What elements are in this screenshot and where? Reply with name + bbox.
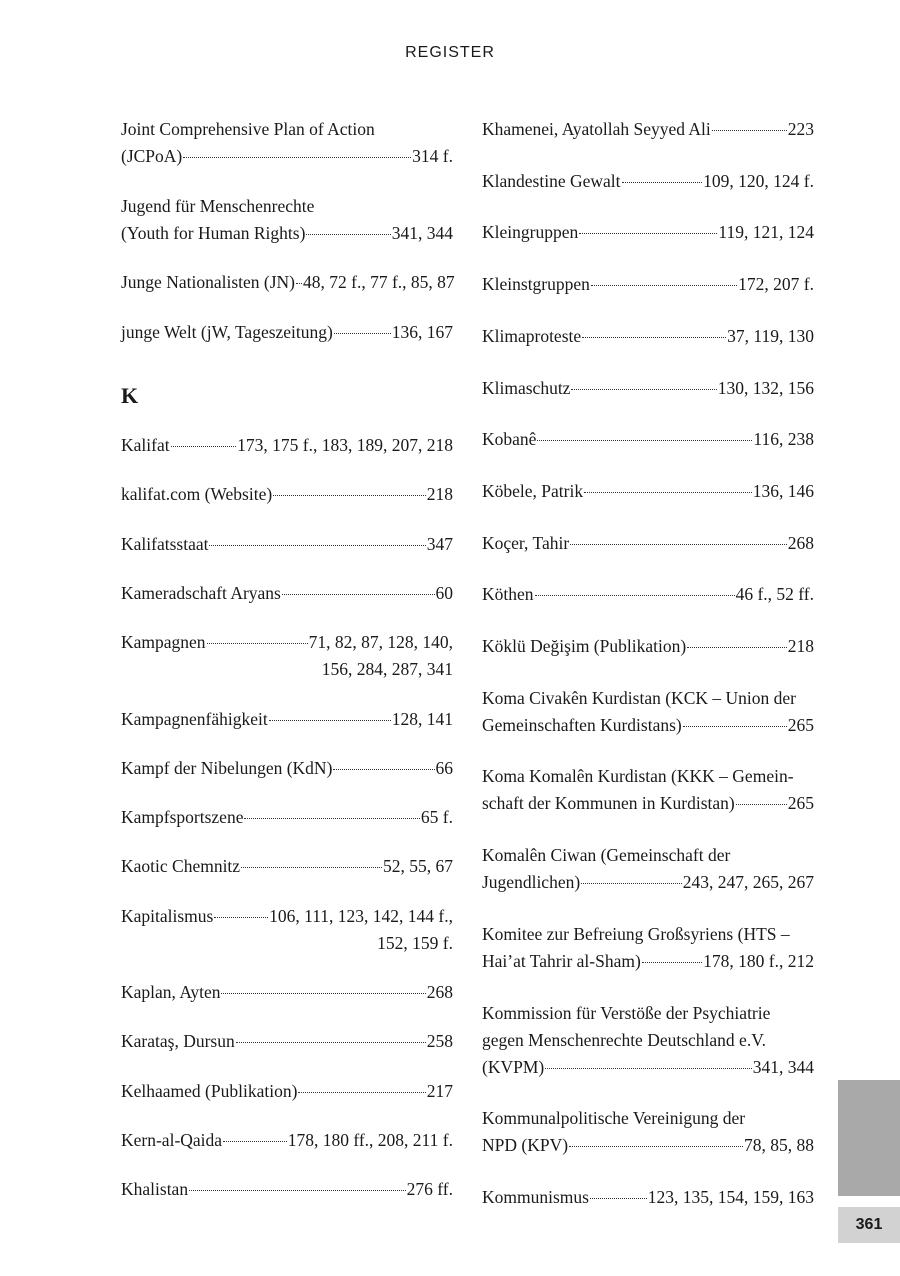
dot-leader — [545, 1068, 752, 1069]
index-entry — [121, 319, 453, 346]
dot-leader — [223, 1141, 287, 1142]
index-entry — [482, 375, 814, 402]
entry-term: Köklü Değişim (Publikation) — [482, 636, 687, 656]
entry-line — [482, 116, 814, 143]
index-entry — [121, 531, 453, 558]
dot-leader — [687, 647, 787, 648]
entry-term: Kampf der Nibelungen (KdN) — [121, 757, 333, 778]
entry-pages: 78, 85, 88 — [744, 1135, 814, 1156]
dot-leader — [584, 492, 752, 493]
entry-term: Kaplan, Ayten — [121, 982, 221, 1002]
entry-line — [482, 1132, 814, 1159]
index-entry — [482, 1000, 814, 1081]
entry-term: junge Welt (jW, Tageszeitung) — [121, 321, 333, 342]
entry-term: Kelhaamed (Publikation) — [121, 1080, 298, 1101]
dot-leader — [736, 804, 787, 805]
entry-term: Kalifatsstaat — [121, 533, 209, 554]
entry-pages: 314 f. — [412, 146, 453, 166]
entry-line — [121, 531, 453, 558]
entry-term: Kleingruppen — [482, 222, 579, 243]
index-entry — [482, 842, 814, 896]
entry-term: Köbele, Patrik — [482, 480, 584, 501]
entry-term-line: gegen Menschenrechte Deutschland e.V. — [482, 1029, 766, 1050]
index-entry — [121, 1176, 453, 1203]
dot-leader — [189, 1190, 406, 1191]
entry-term: Kommunismus — [482, 1186, 589, 1207]
entry-term: Kern-al-Qaida — [121, 1129, 223, 1150]
entry-pages: 116, 238 — [753, 429, 814, 450]
index-entry — [482, 323, 814, 350]
entry-pages: 243, 247, 265, 267 — [682, 872, 814, 893]
index-entry — [121, 853, 453, 880]
entry-term: Hai’at Tahrir al-Sham) — [482, 950, 641, 971]
entry-pages: 217 — [426, 1080, 453, 1101]
entry-pages: 178, 180 f., 212 — [703, 950, 814, 971]
dot-leader — [569, 1146, 743, 1147]
dot-leader — [579, 233, 717, 234]
entry-line — [121, 629, 453, 656]
index-entry — [121, 1078, 453, 1105]
index-entry — [482, 116, 814, 143]
index-entry — [121, 481, 453, 508]
entry-line — [121, 580, 453, 607]
entry-pages: 52, 55, 67 — [383, 856, 453, 877]
index-entry — [121, 804, 453, 831]
entry-pages: 347 — [426, 533, 453, 554]
entry-term: kalifat.com (Website) — [121, 484, 273, 505]
entry-term-line: Kommunalpolitische Vereinigung der — [482, 1108, 746, 1129]
thumb-index-tab — [838, 1080, 900, 1196]
entry-line — [121, 755, 453, 782]
entry-term: Khamenei, Ayatollah Seyyed Ali — [482, 119, 711, 139]
entry-line — [121, 269, 453, 296]
entry-line — [482, 869, 814, 896]
index-entry — [121, 580, 453, 607]
entry-line — [121, 1176, 453, 1203]
entry-pages: 136, 167 — [391, 321, 453, 342]
entry-line — [121, 804, 453, 831]
index-entry — [482, 478, 814, 505]
entry-term: Klandestine Gewalt — [482, 170, 621, 191]
entry-line — [121, 1078, 453, 1105]
dot-leader — [209, 545, 425, 546]
entry-term: NPD (KPV) — [482, 1135, 569, 1156]
index-entry — [121, 706, 453, 733]
index-entry — [482, 426, 814, 453]
entry-term: (JCPoA) — [121, 146, 183, 166]
dot-leader — [537, 440, 752, 441]
entry-line — [121, 481, 453, 508]
entry-line — [121, 853, 453, 880]
entry-pages: 128, 141 — [391, 708, 453, 729]
dot-leader — [333, 769, 434, 770]
index-entry — [121, 193, 453, 247]
entry-pages: 265 — [787, 714, 814, 735]
dot-leader — [581, 883, 682, 884]
entry-line — [121, 706, 453, 733]
entry-pages: 71, 82, 87, 128, 140, — [308, 632, 453, 653]
index-entry — [482, 530, 814, 557]
entry-line — [121, 1028, 453, 1055]
dot-leader — [244, 818, 419, 819]
entry-pages: 218 — [787, 636, 814, 656]
dot-leader — [296, 283, 302, 284]
entry-line — [482, 581, 814, 608]
entry-term: Kleinstgruppen — [482, 274, 590, 295]
entry-line — [482, 633, 814, 660]
entry-term: Klimaschutz — [482, 377, 571, 398]
entry-pages: 341, 344 — [752, 1056, 814, 1077]
entry-line — [482, 712, 814, 739]
entry-pages: 48, 72 f., 77 f., 85, 87 — [303, 272, 455, 292]
index-entry — [482, 271, 814, 298]
entry-term: Karataş, Dursun — [121, 1031, 235, 1052]
entry-line — [482, 1054, 814, 1081]
index-entry — [121, 755, 453, 782]
entry-term: Klimaproteste — [482, 325, 582, 346]
dot-leader — [712, 130, 787, 131]
dot-leader — [171, 446, 237, 447]
entry-pages-continued — [121, 930, 453, 957]
entry-line — [121, 432, 453, 459]
entry-term-line: Koma Civakên Kurdistan (KCK – Union der — [482, 687, 796, 708]
entry-term: Köthen — [482, 584, 534, 605]
index-entry — [482, 763, 814, 817]
entry-line — [482, 948, 814, 975]
entry-line — [121, 319, 453, 346]
entry-term-line: Joint Comprehensive Plan of Action — [121, 119, 375, 139]
dot-leader — [241, 867, 382, 868]
entry-pages: 130, 132, 156 — [717, 377, 814, 398]
entry-term-line: Komitee zur Befreiung Großsyriens (HTS – — [482, 923, 790, 944]
entry-term-line: Jugend für Menschenrechte — [121, 195, 315, 216]
entry-line — [482, 426, 814, 453]
entry-line — [482, 478, 814, 505]
dot-leader — [642, 962, 702, 963]
entry-pages: 268 — [787, 532, 814, 553]
index-entry — [121, 903, 453, 957]
entry-term: Kameradschaft Aryans — [121, 582, 281, 603]
index-entry — [482, 581, 814, 608]
entry-term-line: Koma Komalên Kurdistan (KKK – Gemein- — [482, 766, 794, 787]
entry-term-line: Komalên Ciwan (Gemeinschaft der — [482, 845, 731, 866]
dot-leader — [591, 285, 737, 286]
entry-term: (KVPM) — [482, 1056, 545, 1077]
index-entry — [482, 633, 814, 660]
index-entry — [482, 168, 814, 195]
index-entry — [121, 979, 453, 1006]
entry-pages: 136, 146 — [752, 480, 814, 501]
dot-leader — [298, 1092, 425, 1093]
dot-leader — [571, 389, 716, 390]
dot-leader — [236, 1042, 426, 1043]
entry-pages: 37, 119, 130 — [727, 325, 814, 346]
entry-pages: 218 — [426, 484, 453, 505]
entry-pages: 258 — [426, 1031, 453, 1052]
entry-pages-continued — [121, 656, 453, 683]
entry-pages: 223 — [787, 119, 814, 139]
dot-leader — [269, 720, 391, 721]
dot-leader — [221, 993, 425, 994]
page-number: 361 — [838, 1207, 900, 1243]
entry-term: (Youth for Human Rights) — [121, 222, 306, 243]
entry-line — [121, 220, 453, 247]
entry-term: Kampagnen — [121, 632, 206, 653]
entry-term: Junge Nationalisten (JN) — [121, 272, 295, 292]
index-entry — [482, 219, 814, 246]
entry-line — [482, 271, 814, 298]
entry-line — [482, 219, 814, 246]
dot-leader — [622, 182, 703, 183]
dot-leader — [535, 595, 735, 596]
dot-leader — [273, 495, 426, 496]
entry-term: Kapitalismus — [121, 905, 214, 926]
running-header: REGISTER — [405, 44, 495, 61]
entry-pages: 276 ff. — [406, 1179, 453, 1200]
entry-pages: 119, 121, 124 — [718, 222, 814, 243]
index-entry — [482, 685, 814, 739]
entry-line — [482, 375, 814, 402]
entry-pages: 265 — [787, 793, 814, 814]
entry-term: Khalistan — [121, 1179, 189, 1200]
index-entry — [121, 116, 453, 170]
dot-leader — [183, 157, 411, 158]
entry-term: Kalifat — [121, 435, 170, 455]
index-entry — [121, 269, 453, 296]
section-letter: K — [121, 383, 139, 408]
entry-pages: 268 — [426, 982, 453, 1002]
index-entry — [482, 1105, 814, 1159]
entry-term: Jugendlichen) — [482, 872, 581, 893]
dot-leader — [582, 337, 726, 338]
dot-leader — [570, 544, 787, 545]
dot-leader — [214, 917, 268, 918]
entry-line — [121, 903, 453, 930]
entry-term: Gemeinschaften Kurdistans) — [482, 714, 682, 735]
entry-term: Koçer, Tahir — [482, 532, 570, 553]
entry-term-line: Kommission für Verstöße der Psychiatrie — [482, 1002, 771, 1023]
index-entry — [121, 1028, 453, 1055]
entry-pages: 60 — [435, 582, 453, 603]
index-entry — [121, 1127, 453, 1154]
entry-term: Kobanê — [482, 429, 537, 450]
entry-line — [121, 143, 453, 170]
entry-pages: 172, 207 f. — [738, 274, 814, 295]
entry-line — [482, 530, 814, 557]
entry-term: Kampfsportszene — [121, 807, 244, 828]
dot-leader — [334, 333, 391, 334]
entry-line — [121, 979, 453, 1006]
entry-line — [482, 168, 814, 195]
entry-pages: 156, 284, 287, 341 — [321, 659, 453, 680]
entry-term: schaft der Kommunen in Kurdistan) — [482, 793, 735, 814]
entry-pages: 109, 120, 124 f. — [703, 170, 814, 191]
entry-pages: 66 — [435, 757, 453, 778]
index-entry — [482, 1184, 814, 1211]
entry-pages: 46 f., 52 ff. — [735, 584, 814, 605]
dot-leader — [207, 643, 308, 644]
entry-line — [482, 790, 814, 817]
dot-leader — [282, 594, 435, 595]
entry-line — [482, 323, 814, 350]
entry-pages: 173, 175 f., 183, 189, 207, 218 — [237, 435, 453, 455]
entry-pages: 178, 180 ff., 208, 211 f. — [287, 1129, 453, 1150]
entry-pages: 152, 159 f. — [377, 932, 453, 953]
dot-leader — [590, 1198, 647, 1199]
dot-leader — [683, 726, 787, 727]
dot-leader — [306, 234, 390, 235]
entry-line — [482, 1184, 814, 1211]
index-entry — [121, 432, 453, 459]
entry-pages: 341, 344 — [391, 222, 453, 243]
entry-pages: 123, 135, 154, 159, 163 — [647, 1186, 814, 1207]
entry-pages: 106, 111, 123, 142, 144 f., — [269, 905, 453, 926]
entry-term: Kampagnenfähigkeit — [121, 708, 268, 729]
index-entry — [482, 921, 814, 975]
entry-pages: 65 f. — [420, 807, 453, 828]
entry-term: Kaotic Chemnitz — [121, 856, 241, 877]
entry-line — [121, 1127, 453, 1154]
index-entry — [121, 629, 453, 683]
